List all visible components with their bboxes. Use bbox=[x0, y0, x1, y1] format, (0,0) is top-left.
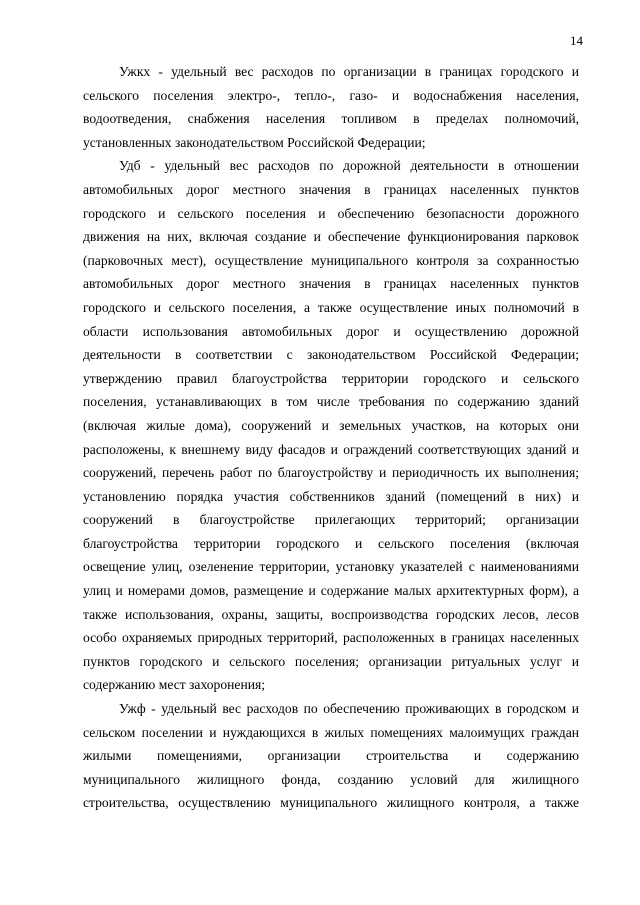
text-line: Ужф - удельный вес расходов по обеспечению проживающих в городском и bbox=[119, 701, 579, 717]
text-line: содержанию мест захоронения; bbox=[83, 677, 266, 693]
text-line: установлению порядка участия собственников зданий (помещений в них) и bbox=[83, 488, 579, 504]
text-line: благоустройства территории городского и сельского поселения (включая bbox=[83, 535, 579, 551]
text-line: (включая жилые дома), сооружений и земельных участков, на которых они bbox=[83, 417, 579, 433]
text-line: освещение улиц, озеленение территории, установку указателей с наименованиями bbox=[83, 559, 579, 575]
text-line: городского и сельского поселения и обеспечению безопасности дорожного bbox=[83, 205, 579, 221]
text-line: автомобильных дорог местного значения в границах населенных пунктов bbox=[83, 276, 579, 292]
text-line: расположены, к внешнему виду фасадов и ограждений соответствующих зданий и bbox=[83, 441, 579, 457]
text-line: пунктов городского и сельского поселения; организации ритуальных услуг и bbox=[83, 653, 579, 669]
text-line: Ужкх - удельный вес расходов по организации в границах городского и bbox=[119, 64, 579, 79]
paragraph-udb bbox=[83, 154, 579, 697]
text-line: водоотведения, снабжения населения топливом в пределах полномочий, bbox=[83, 111, 579, 127]
text-line: (парковочных мест), осуществление муниципального контроля за сохранностью bbox=[83, 252, 579, 268]
page-number: 14 bbox=[570, 33, 583, 48]
text-line: также использования, охраны, защиты, воспроизводства городских лесов, лесов bbox=[83, 606, 579, 622]
text-line: Удб - удельный вес расходов по дорожной деятельности в отношении bbox=[119, 158, 579, 174]
text-line: движения на них, включая создание и обеспечение функционирования парковок bbox=[83, 229, 579, 245]
text-line: области использования автомобильных дорог и осуществлению дорожной bbox=[83, 323, 579, 339]
paragraph-uzhkh bbox=[83, 60, 579, 154]
text-line: утверждению правил благоустройства территории городского и сельского bbox=[83, 370, 579, 386]
text-line: установленных законодательством Российской Федерации; bbox=[83, 134, 426, 150]
text-line: сельского поселения электро-, тепло-, газо- и водоснабжения населения, bbox=[83, 87, 579, 103]
text-line: строительства, осуществлению муниципального жилищного контроля, а также bbox=[83, 795, 579, 811]
text-line: жилыми помещениями, организации строительства и содержанию bbox=[83, 748, 579, 764]
text-line: сооружений, перечень работ по благоустройству и периодичность их выполнения; bbox=[83, 465, 579, 481]
text-line: муниципального жилищного фонда, созданию условий для жилищного bbox=[83, 771, 579, 787]
text-line: поселения, устанавливающих в том числе требования по содержанию зданий bbox=[83, 394, 579, 410]
text-line: автомобильных дорог местного значения в границах населенных пунктов bbox=[83, 181, 579, 197]
text-line: особо охраняемых природных территорий, расположенных в границах населенных bbox=[83, 630, 579, 646]
text-line: сооружений в благоустройстве прилегающих территорий; организации bbox=[83, 512, 579, 528]
text-line: сельском поселении и нуждающихся в жилых помещениях малоимущих граждан bbox=[83, 724, 579, 740]
text-line: деятельности в соответствии с законодательством Российской Федерации; bbox=[83, 347, 579, 363]
text-line: улиц и номерами домов, размещение и содержание малых архитектурных форм), а bbox=[83, 583, 579, 599]
text-line: городского и сельского поселения, а также осуществление иных полномочий в bbox=[83, 299, 579, 315]
document-body bbox=[83, 60, 579, 815]
paragraph-uzhf bbox=[83, 697, 579, 815]
